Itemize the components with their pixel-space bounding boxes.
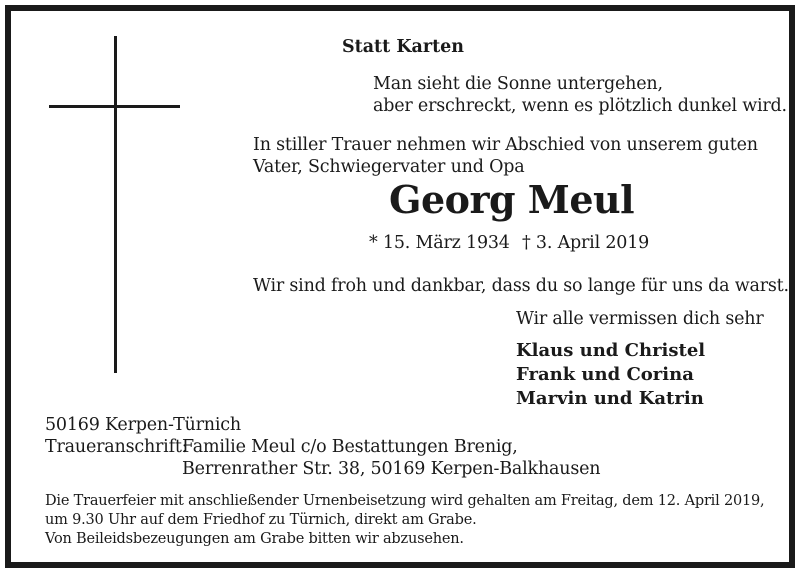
death-date: † 3. April 2019 [522, 233, 650, 253]
intro-line-1: In stiller Trauer nehmen wir Abschied von unserem guten [253, 135, 758, 155]
ceremony-line-2: um 9.30 Uhr auf dem Friedhof zu Türnich, direkt am Grabe. [45, 512, 477, 528]
gratitude-text: Wir sind froh und dankbar, dass du so lange für uns da warst. [253, 276, 789, 296]
notice-heading: Statt Karten [342, 37, 465, 57]
deceased-name: Georg Meul [389, 177, 635, 222]
family-member: Marvin und Katrin [516, 388, 704, 409]
address-label: Traueranschrift: [45, 437, 188, 457]
ceremony-line-3: Von Beileidsbezeugungen am Grabe bitten wir abzusehen. [45, 531, 464, 547]
ceremony-line-1: Die Trauerfeier mit anschließender Urnenbeisetzung wird gehalten am Freitag, dem 12. April 2019, [45, 493, 765, 509]
address-city: 50169 Kerpen-Türnich [45, 415, 241, 435]
poem-line-2: aber erschreckt, wenn es plötzlich dunkel wird. [373, 96, 787, 116]
intro-line-2: Vater, Schwiegervater und Opa [253, 157, 525, 177]
address-line-1: Familie Meul c/o Bestattungen Brenig, [182, 437, 518, 457]
birth-date: * 15. März 1934 [369, 233, 510, 253]
family-member: Klaus und Christel [516, 340, 706, 361]
address-line-2: Berrenrather Str. 38, 50169 Kerpen-Balkhausen [182, 459, 601, 479]
obituary-notice [5, 5, 795, 568]
miss-text: Wir alle vermissen dich sehr [516, 309, 764, 329]
poem-line-1: Man sieht die Sonne untergehen, [373, 74, 663, 94]
family-member: Frank und Corina [516, 364, 694, 385]
